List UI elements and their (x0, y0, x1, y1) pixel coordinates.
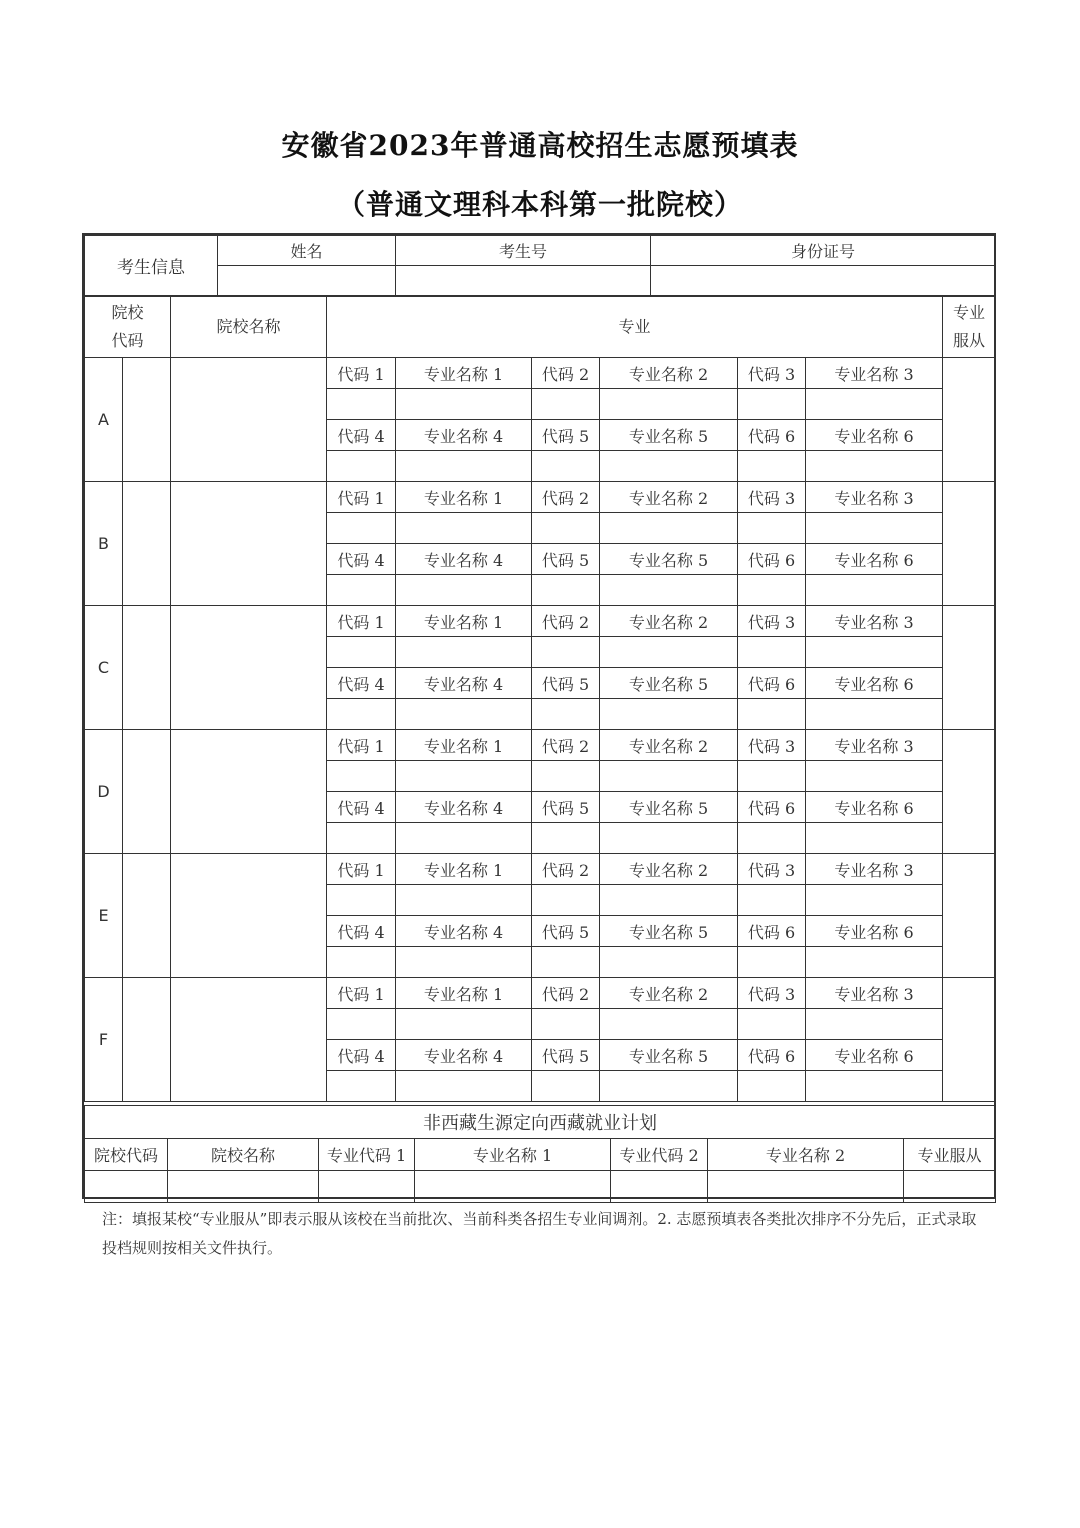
major-label: 专业名称 1 (396, 730, 532, 761)
school-letter: C (85, 606, 123, 730)
major-field[interactable] (532, 699, 600, 730)
tibet-plan-table (84, 1105, 996, 1203)
major-label: 专业名称 3 (806, 606, 943, 637)
major-label: 专业名称 5 (600, 420, 738, 451)
tibet-major-code2-field[interactable] (611, 1171, 708, 1203)
name-field[interactable] (218, 266, 396, 296)
major-label: 代码 6 (738, 792, 806, 823)
page-subtitle: （普通文理科本科第一批院校） (336, 188, 743, 221)
major-label: 代码 2 (532, 978, 600, 1009)
major-obey-field[interactable] (943, 978, 996, 1102)
major-label: 代码 4 (327, 420, 396, 451)
major-label: 专业名称 1 (396, 358, 532, 389)
major-label: 代码 1 (327, 978, 396, 1009)
major-obey-field[interactable] (943, 606, 996, 730)
name-header: 姓名 (218, 236, 396, 266)
major-field[interactable] (327, 575, 396, 606)
major-field[interactable] (396, 885, 532, 916)
exam-no-header: 考生号 (396, 236, 651, 266)
major-field[interactable] (738, 699, 806, 730)
major-label: 专业名称 6 (806, 544, 943, 575)
major-field[interactable] (806, 699, 943, 730)
major-field[interactable] (327, 823, 396, 854)
major-field[interactable] (532, 1009, 600, 1040)
major-field[interactable] (600, 1009, 738, 1040)
major-field[interactable] (396, 389, 532, 420)
major-field[interactable] (396, 947, 532, 978)
tibet-major-name1-header: 专业名称 1 (415, 1139, 611, 1171)
major-label: 专业名称 1 (396, 978, 532, 1009)
major-label: 代码 5 (532, 1040, 600, 1071)
major-field[interactable] (600, 1071, 738, 1102)
student-info-label: 考生信息 (85, 236, 218, 296)
major-label: 代码 5 (532, 668, 600, 699)
major-label: 代码 3 (738, 482, 806, 513)
school-code-field[interactable] (123, 730, 171, 854)
major-label: 专业名称 3 (806, 854, 943, 885)
school-code-field[interactable] (123, 358, 171, 482)
major-label: 专业名称 2 (600, 854, 738, 885)
major-field[interactable] (806, 513, 943, 544)
major-field[interactable] (532, 823, 600, 854)
major-label: 专业名称 6 (806, 668, 943, 699)
major-field[interactable] (327, 1009, 396, 1040)
major-field[interactable] (806, 823, 943, 854)
major-label: 代码 1 (327, 854, 396, 885)
major-field[interactable] (532, 451, 600, 482)
major-label: 代码 1 (327, 730, 396, 761)
school-name-field[interactable] (171, 606, 327, 730)
school-name-header: 院校名称 (171, 297, 327, 358)
major-field[interactable] (738, 1071, 806, 1102)
school-name-field[interactable] (171, 482, 327, 606)
major-label: 专业名称 4 (396, 668, 532, 699)
major-field[interactable] (327, 389, 396, 420)
major-label: 代码 3 (738, 730, 806, 761)
major-label: 代码 5 (532, 916, 600, 947)
major-label: 专业名称 3 (806, 978, 943, 1009)
major-field[interactable] (327, 1071, 396, 1102)
major-field[interactable] (600, 575, 738, 606)
major-field[interactable] (532, 513, 600, 544)
major-field[interactable] (396, 637, 532, 668)
tibet-school-code-header: 院校代码 (85, 1139, 168, 1171)
school-name-field[interactable] (171, 358, 327, 482)
major-label: 专业名称 2 (600, 978, 738, 1009)
major-field[interactable] (532, 389, 600, 420)
major-label: 代码 2 (532, 482, 600, 513)
major-label: 代码 4 (327, 792, 396, 823)
major-label: 专业名称 2 (600, 358, 738, 389)
major-field[interactable] (532, 947, 600, 978)
school-name-field[interactable] (171, 730, 327, 854)
major-field[interactable] (806, 1071, 943, 1102)
major-label: 代码 2 (532, 730, 600, 761)
major-field[interactable] (600, 513, 738, 544)
student-info-table (84, 235, 996, 296)
major-field[interactable] (396, 451, 532, 482)
school-row (85, 978, 996, 1009)
major-label: 代码 6 (738, 916, 806, 947)
major-field[interactable] (738, 947, 806, 978)
major-label: 专业名称 4 (396, 916, 532, 947)
major-field[interactable] (327, 885, 396, 916)
major-field[interactable] (600, 637, 738, 668)
major-field[interactable] (532, 637, 600, 668)
exam-no-field[interactable] (396, 266, 651, 296)
major-label: 代码 5 (532, 420, 600, 451)
major-label: 专业名称 3 (806, 482, 943, 513)
major-field[interactable] (396, 575, 532, 606)
major-field[interactable] (396, 823, 532, 854)
major-field[interactable] (532, 885, 600, 916)
school-letter: D (85, 730, 123, 854)
major-field[interactable] (806, 451, 943, 482)
major-label: 专业名称 2 (600, 730, 738, 761)
tibet-obey-field[interactable] (904, 1171, 996, 1203)
major-label: 代码 6 (738, 544, 806, 575)
major-label: 代码 5 (532, 544, 600, 575)
school-code-header: 院校 代码 (85, 297, 171, 358)
school-name-field[interactable] (171, 854, 327, 978)
major-field[interactable] (806, 1009, 943, 1040)
major-label: 专业名称 1 (396, 854, 532, 885)
school-letter: F (85, 978, 123, 1102)
footnote: 注：填报某校“专业服从”即表示服从该校在当前批次、当前科类各招生专业间调剂。2. 志愿预填表各类批次排序不分先后，正式录取投档规则按相关文件执行。 (102, 1210, 977, 1257)
school-row (85, 482, 996, 513)
school-code-field[interactable] (123, 854, 171, 978)
major-label: 代码 2 (532, 606, 600, 637)
major-field[interactable] (738, 389, 806, 420)
major-field[interactable] (600, 451, 738, 482)
tibet-obey-header: 专业服从 (904, 1139, 996, 1171)
school-name-field[interactable] (171, 978, 327, 1102)
major-field[interactable] (327, 699, 396, 730)
major-label: 代码 3 (738, 978, 806, 1009)
id-no-header: 身份证号 (651, 236, 996, 266)
major-label: 专业名称 4 (396, 1040, 532, 1071)
major-header: 专业 (327, 297, 943, 358)
major-label: 代码 4 (327, 1040, 396, 1071)
major-field[interactable] (806, 637, 943, 668)
major-field[interactable] (396, 699, 532, 730)
tibet-major-name2-header: 专业名称 2 (708, 1139, 904, 1171)
major-label: 专业名称 1 (396, 482, 532, 513)
tibet-major-code1-field[interactable] (319, 1171, 415, 1203)
tibet-major-code2-header: 专业代码 2 (611, 1139, 708, 1171)
major-obey-header: 专业 服从 (943, 297, 996, 358)
school-code-field[interactable] (123, 482, 171, 606)
major-field[interactable] (806, 389, 943, 420)
major-field[interactable] (738, 761, 806, 792)
major-field[interactable] (532, 761, 600, 792)
tibet-major-code1-header: 专业代码 1 (319, 1139, 415, 1171)
major-label: 代码 3 (738, 606, 806, 637)
school-letter: E (85, 854, 123, 978)
major-label: 专业名称 1 (396, 606, 532, 637)
major-label: 代码 2 (532, 358, 600, 389)
major-field[interactable] (327, 513, 396, 544)
major-field[interactable] (600, 823, 738, 854)
school-choice-table (84, 296, 996, 1102)
major-field[interactable] (738, 575, 806, 606)
tibet-plan-caption: 非西藏生源定向西藏就业计划 (85, 1106, 996, 1139)
major-label: 代码 1 (327, 358, 396, 389)
major-field[interactable] (806, 885, 943, 916)
page-title: 安徽省2023年普通高校招生志愿预填表 (281, 129, 799, 162)
major-field[interactable] (532, 1071, 600, 1102)
major-field[interactable] (738, 1009, 806, 1040)
major-field[interactable] (396, 761, 532, 792)
tibet-major-name1-field[interactable] (415, 1171, 611, 1203)
major-label: 专业名称 5 (600, 916, 738, 947)
major-label: 专业名称 3 (806, 730, 943, 761)
major-label: 专业名称 5 (600, 1040, 738, 1071)
major-field[interactable] (600, 699, 738, 730)
tibet-school-code-field[interactable] (85, 1171, 168, 1203)
major-label: 代码 6 (738, 420, 806, 451)
major-label: 专业名称 5 (600, 668, 738, 699)
major-label: 代码 4 (327, 544, 396, 575)
major-label: 专业名称 6 (806, 916, 943, 947)
major-label: 专业名称 6 (806, 1040, 943, 1071)
major-label: 代码 4 (327, 668, 396, 699)
tibet-major-name2-field[interactable] (708, 1171, 904, 1203)
school-letter: B (85, 482, 123, 606)
major-label: 代码 6 (738, 668, 806, 699)
major-field[interactable] (532, 575, 600, 606)
school-letter: A (85, 358, 123, 482)
major-field[interactable] (738, 637, 806, 668)
school-row (85, 854, 996, 885)
tibet-school-name-header: 院校名称 (168, 1139, 319, 1171)
major-label: 专业名称 2 (600, 482, 738, 513)
major-field[interactable] (327, 761, 396, 792)
major-label: 专业名称 3 (806, 358, 943, 389)
major-label: 专业名称 4 (396, 544, 532, 575)
major-label: 代码 2 (532, 854, 600, 885)
major-field[interactable] (738, 451, 806, 482)
major-field[interactable] (600, 947, 738, 978)
major-field[interactable] (327, 947, 396, 978)
major-label: 专业名称 5 (600, 792, 738, 823)
school-row (85, 358, 996, 389)
major-field[interactable] (600, 389, 738, 420)
school-code-field[interactable] (123, 606, 171, 730)
major-obey-field[interactable] (943, 730, 996, 854)
major-label: 专业名称 6 (806, 420, 943, 451)
major-field[interactable] (327, 637, 396, 668)
major-field[interactable] (396, 1071, 532, 1102)
major-field[interactable] (738, 513, 806, 544)
major-field[interactable] (806, 575, 943, 606)
major-label: 专业名称 5 (600, 544, 738, 575)
major-obey-field[interactable] (943, 482, 996, 606)
major-field[interactable] (327, 451, 396, 482)
major-label: 专业名称 4 (396, 420, 532, 451)
major-label: 代码 1 (327, 606, 396, 637)
major-label: 专业名称 6 (806, 792, 943, 823)
major-label: 专业名称 2 (600, 606, 738, 637)
major-field[interactable] (600, 761, 738, 792)
major-field[interactable] (396, 513, 532, 544)
major-label: 代码 4 (327, 916, 396, 947)
school-row (85, 606, 996, 637)
major-obey-field[interactable] (943, 854, 996, 978)
major-label: 代码 6 (738, 1040, 806, 1071)
major-field[interactable] (396, 1009, 532, 1040)
major-field[interactable] (738, 823, 806, 854)
major-label: 代码 3 (738, 854, 806, 885)
major-obey-field[interactable] (943, 358, 996, 482)
school-row (85, 730, 996, 761)
major-field[interactable] (600, 885, 738, 916)
school-code-field[interactable] (123, 978, 171, 1102)
major-field[interactable] (806, 947, 943, 978)
major-field[interactable] (806, 761, 943, 792)
major-label: 代码 5 (532, 792, 600, 823)
major-label: 专业名称 4 (396, 792, 532, 823)
id-no-field[interactable] (651, 266, 996, 296)
major-field[interactable] (738, 885, 806, 916)
tibet-school-name-field[interactable] (168, 1171, 319, 1203)
major-label: 代码 1 (327, 482, 396, 513)
major-label: 代码 3 (738, 358, 806, 389)
